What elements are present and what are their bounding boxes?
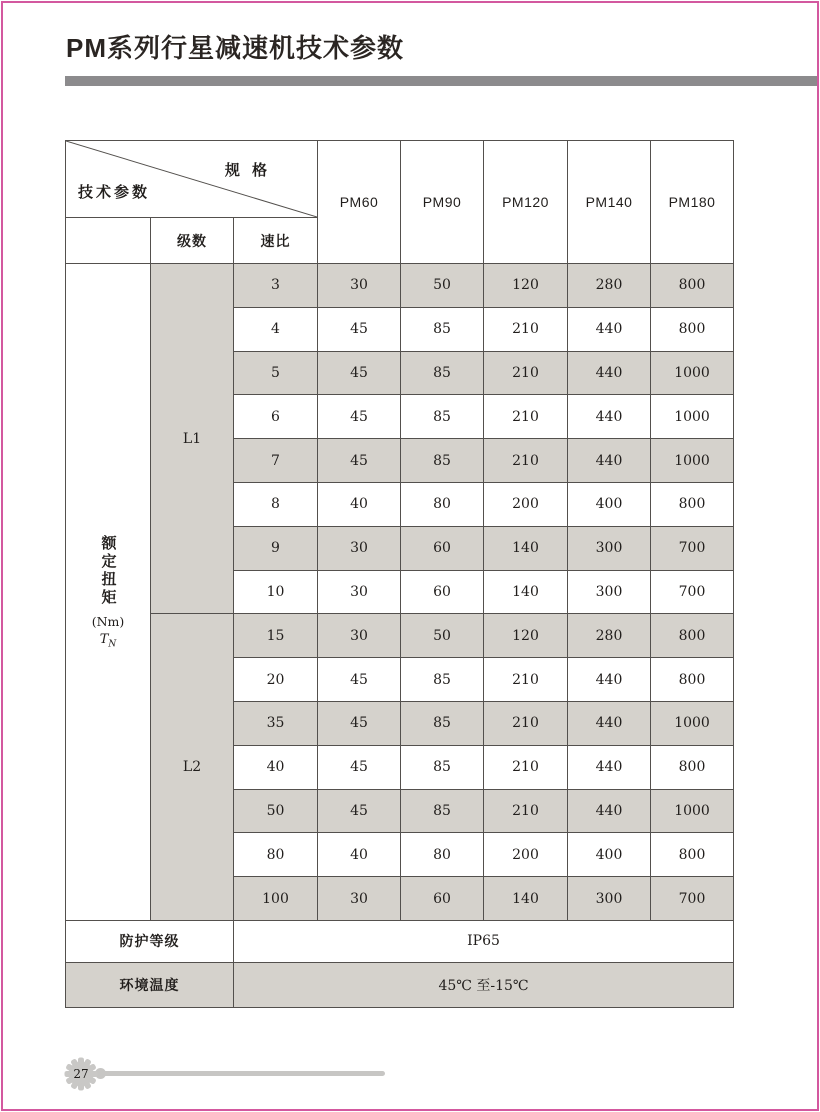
torque-value-cell: 300 [568, 570, 651, 614]
torque-value-cell: 120 [484, 614, 568, 658]
torque-value-cell: 140 [484, 877, 568, 921]
torque-value-cell: 1000 [651, 789, 734, 833]
column-header-pm140: PM140 [568, 141, 651, 264]
ratio-header: 速比 [234, 218, 318, 264]
torque-value-cell: 45 [318, 658, 401, 702]
ratio-cell: 80 [234, 833, 318, 877]
protection-label: 防护等级 [66, 920, 234, 962]
spec-corner-label: 规 格 [224, 162, 272, 179]
torque-value-cell: 60 [401, 570, 484, 614]
torque-value-cell: 700 [651, 526, 734, 570]
torque-value-cell: 800 [651, 833, 734, 877]
torque-value-cell: 800 [651, 614, 734, 658]
torque-value-cell: 50 [401, 264, 484, 308]
torque-value-cell: 45 [318, 307, 401, 351]
torque-value-cell: 1000 [651, 395, 734, 439]
torque-value-cell: 440 [568, 789, 651, 833]
data-row-ratio-15 [66, 614, 734, 658]
diagonal-line [66, 141, 317, 217]
torque-value-cell: 800 [651, 745, 734, 789]
torque-label-cell [66, 264, 151, 921]
torque-value-cell: 440 [568, 395, 651, 439]
diagonal-header-cell [66, 141, 318, 218]
torque-value-cell: 800 [651, 482, 734, 526]
torque-value-cell: 45 [318, 439, 401, 483]
page-number: 27 [73, 1067, 89, 1081]
torque-value-cell: 1000 [651, 351, 734, 395]
spec-table [65, 140, 734, 1008]
torque-value-cell: 50 [401, 614, 484, 658]
torque-value-cell: 280 [568, 264, 651, 308]
torque-symbol-label: $T_N$ [99, 631, 117, 650]
temperature-value: 45℃ 至-15℃ [234, 962, 734, 1007]
torque-value-cell: 200 [484, 833, 568, 877]
torque-value-cell: 85 [401, 439, 484, 483]
torque-value-cell: 80 [401, 833, 484, 877]
ratio-cell: 3 [234, 264, 318, 308]
torque-value-cell: 1000 [651, 439, 734, 483]
torque-value-cell: 30 [318, 614, 401, 658]
ratio-cell: 20 [234, 658, 318, 702]
torque-value-cell: 440 [568, 701, 651, 745]
stage-cell-L2: L2 [151, 614, 234, 921]
torque-value-cell: 60 [401, 877, 484, 921]
torque-value-cell: 1000 [651, 701, 734, 745]
ratio-cell: 7 [234, 439, 318, 483]
torque-value-cell: 45 [318, 701, 401, 745]
temperature-row [66, 962, 734, 1007]
torque-value-cell: 210 [484, 307, 568, 351]
footer-decorative-line [100, 1071, 385, 1076]
torque-value-cell: 210 [484, 701, 568, 745]
ratio-cell: 6 [234, 395, 318, 439]
torque-value-cell: 440 [568, 307, 651, 351]
ratio-cell: 35 [234, 701, 318, 745]
stage-cell-L1: L1 [151, 264, 234, 614]
torque-value-cell: 45 [318, 351, 401, 395]
torque-value-cell: 40 [318, 833, 401, 877]
torque-value-cell: 85 [401, 395, 484, 439]
torque-value-cell: 210 [484, 789, 568, 833]
torque-value-cell: 85 [401, 701, 484, 745]
protection-value: IP65 [234, 920, 734, 962]
header-row-1 [66, 141, 734, 218]
torque-value-cell: 85 [401, 658, 484, 702]
ratio-cell: 4 [234, 307, 318, 351]
torque-value-cell: 140 [484, 570, 568, 614]
torque-value-cell: 85 [401, 351, 484, 395]
torque-vertical-label: 额定扭矩 [99, 534, 117, 607]
ratio-cell: 5 [234, 351, 318, 395]
torque-value-cell: 300 [568, 877, 651, 921]
temperature-label: 环境温度 [66, 962, 234, 1007]
torque-value-cell: 800 [651, 658, 734, 702]
torque-value-cell: 210 [484, 745, 568, 789]
ratio-cell: 40 [234, 745, 318, 789]
page-title: PM系列行星减速机技术参数 [66, 33, 405, 63]
stage-header: 级数 [151, 218, 234, 264]
torque-value-cell: 85 [401, 789, 484, 833]
column-header-pm90: PM90 [401, 141, 484, 264]
column-header-pm120: PM120 [484, 141, 568, 264]
column-header-pm60: PM60 [318, 141, 401, 264]
torque-value-cell: 210 [484, 439, 568, 483]
torque-value-cell: 210 [484, 658, 568, 702]
torque-value-cell: 30 [318, 877, 401, 921]
torque-unit-label: (Nm) [91, 613, 125, 629]
column-header-pm180: PM180 [651, 141, 734, 264]
protection-row [66, 920, 734, 962]
torque-value-cell: 210 [484, 395, 568, 439]
torque-value-cell: 45 [318, 789, 401, 833]
torque-value-cell: 440 [568, 658, 651, 702]
torque-value-cell: 700 [651, 877, 734, 921]
ratio-cell: 9 [234, 526, 318, 570]
torque-value-cell: 300 [568, 526, 651, 570]
torque-value-cell: 280 [568, 614, 651, 658]
torque-value-cell: 140 [484, 526, 568, 570]
param-corner-label: 技术参数 [78, 184, 151, 201]
torque-value-cell: 400 [568, 482, 651, 526]
torque-value-cell: 85 [401, 745, 484, 789]
ratio-cell: 15 [234, 614, 318, 658]
torque-value-cell: 200 [484, 482, 568, 526]
ratio-cell: 50 [234, 789, 318, 833]
title-underline-bar [65, 76, 817, 86]
gear-icon [63, 1056, 99, 1092]
table-body [66, 141, 734, 1008]
torque-value-cell: 30 [318, 526, 401, 570]
torque-value-cell: 800 [651, 307, 734, 351]
ratio-cell: 100 [234, 877, 318, 921]
torque-value-cell: 30 [318, 264, 401, 308]
torque-value-cell: 120 [484, 264, 568, 308]
torque-value-cell: 440 [568, 745, 651, 789]
torque-value-cell: 440 [568, 351, 651, 395]
torque-value-cell: 700 [651, 570, 734, 614]
torque-value-cell: 440 [568, 439, 651, 483]
torque-value-cell: 400 [568, 833, 651, 877]
data-row-ratio-3 [66, 264, 734, 308]
torque-value-cell: 30 [318, 570, 401, 614]
torque-value-cell: 85 [401, 307, 484, 351]
torque-value-cell: 45 [318, 395, 401, 439]
torque-value-cell: 800 [651, 264, 734, 308]
ratio-cell: 8 [234, 482, 318, 526]
torque-value-cell: 80 [401, 482, 484, 526]
empty-header-cell [66, 218, 151, 264]
torque-value-cell: 40 [318, 482, 401, 526]
torque-value-cell: 60 [401, 526, 484, 570]
torque-value-cell: 210 [484, 351, 568, 395]
ratio-cell: 10 [234, 570, 318, 614]
torque-value-cell: 45 [318, 745, 401, 789]
